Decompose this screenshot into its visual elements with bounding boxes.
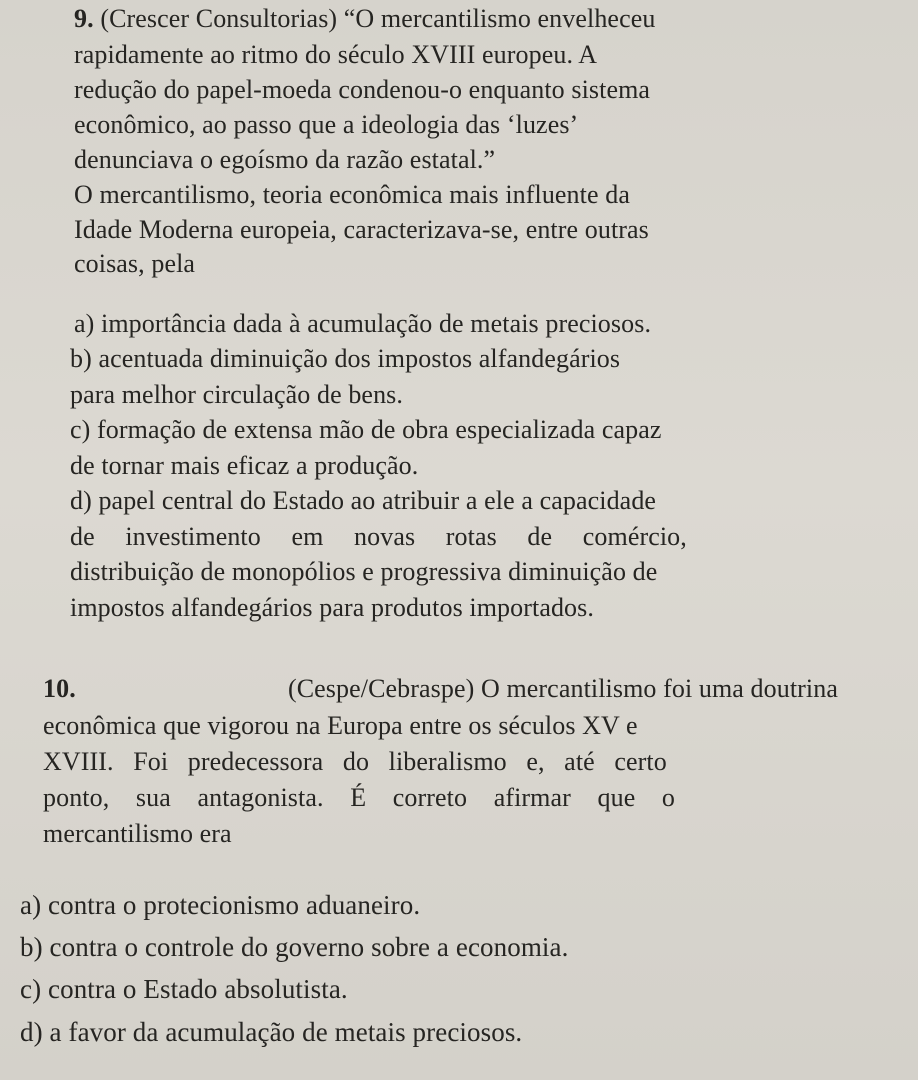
q10-option-a: a) contra o protecionismo aduaneiro. [20, 890, 421, 920]
q10-stem-line: ponto, sua antagonista. É correto afirmar que o [43, 783, 676, 812]
q9-option-a: a) importância dada à acumulação de metais preciosos. [74, 309, 652, 338]
q9-option-d-cont: de investimento em novas rotas de comércio, [70, 522, 687, 551]
q9-stem-line: rapidamente ao ritmo do século XVIII europeu. A [74, 40, 598, 69]
q9-stem-line: Idade Moderna europeia, caracterizava-se, entre outras [74, 215, 649, 244]
question-number: 9. [74, 4, 101, 33]
q9-stem-line: denunciava o egoísmo da razão estatal.” [74, 145, 496, 174]
q9-option-b: b) acentuada diminuição dos impostos alfandegários [70, 344, 621, 373]
q10-stem-line: XVIII. Foi predecessora do liberalismo e, até certo [43, 747, 667, 776]
q9-stem-line: O mercantilismo, teoria econômica mais influente da [74, 180, 630, 209]
q9-option-d: d) papel central do Estado ao atribuir a ele a capacidade [70, 486, 657, 515]
q9-option-b-cont: para melhor circulação de bens. [70, 380, 403, 409]
q10-option-d: d) a favor da acumulação de metais preciosos. [20, 1017, 523, 1047]
q10-option-b: b) contra o controle do governo sobre a economia. [20, 932, 569, 962]
q9-stem-text: 9. (Crescer Consultorias) “O mercantilismo envelheceu [74, 4, 656, 33]
q9-option-c: c) formação de extensa mão de obra especializada capaz [70, 415, 662, 444]
q10-option-c: c) contra o Estado absolutista. [20, 974, 348, 1004]
q10-stem-line: 10. (Cespe/Cebraspe) O mercantilismo foi uma doutrina [43, 674, 838, 703]
q9-option-d-cont: distribuição de monopólios e progressiva diminuição de [70, 557, 658, 586]
question-number: 10. [43, 674, 76, 703]
q9-stem-line: coisas, pela [74, 249, 196, 278]
q9-stem-line: redução do papel-moeda condenou-o enquanto sistema [74, 75, 651, 104]
q10-stem-line: econômica que vigorou na Europa entre os séculos XV e [43, 711, 638, 740]
q9-option-d-cont: impostos alfandegários para produtos importados. [70, 593, 594, 622]
q10-stem-line: mercantilismo era [43, 819, 232, 848]
q9-stem-line: econômico, ao passo que a ideologia das ‘luzes’ [74, 110, 579, 139]
q9-option-c-cont: de tornar mais eficaz a produção. [70, 451, 419, 480]
q9-stem-line [74, 6, 825, 32]
